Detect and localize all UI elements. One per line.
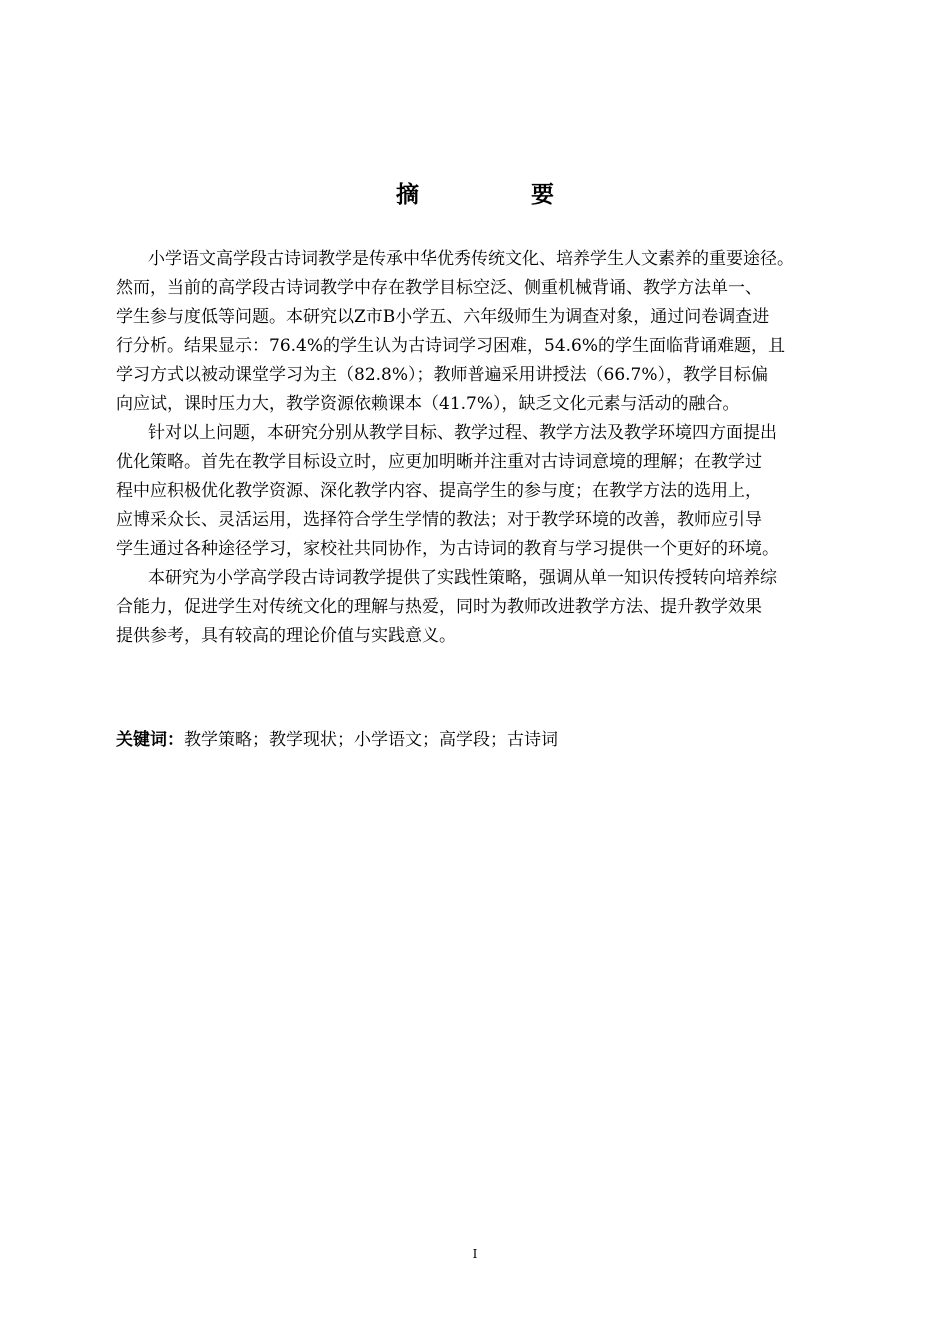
text-line: 小学语文高学段古诗词教学是传承中华优秀传统文化、培养学生人文素养的重要途径。 [148, 249, 794, 269]
text-line: 然而，当前的高学段古诗词教学中存在教学目标空泛、侧重机械背诵、教学方法单一、 [116, 278, 762, 298]
text-line: 行分析。结果显示：76.4%的学生认为古诗词学习困难，54.6%的学生面临背诵难题，且 [116, 336, 786, 356]
text-line: 学生参与度低等问题。本研究以Z市B小学五、六年级师生为调查对象，通过问卷调查进 [116, 307, 770, 327]
text-line: 针对以上问题，本研究分别从教学目标、教学过程、教学方法及教学环境四方面提出 [148, 423, 777, 443]
page-number: I [472, 1247, 478, 1261]
keywords-line [116, 726, 558, 755]
abstract-paragraph-3 [116, 564, 876, 651]
abstract-paragraph-2 [116, 419, 876, 564]
text-line: 学生通过各种途径学习，家校社共同协作，为古诗词的教育与学习提供一个更好的环境。 [116, 539, 779, 559]
text-line: 合能力，促进学生对传统文化的理解与热爱，同时为教师改进教学方法、提升教学效果 [116, 597, 762, 617]
keywords-text: 教学策略；教学现状；小学语文；高学段；古诗词 [184, 730, 558, 750]
text-line: 应博采众长、灵活运用，选择符合学生学情的教法；对于教学环境的改善，教师应引导 [116, 510, 762, 530]
abstract-title: 摘 要 [395, 182, 606, 208]
text-line: 提供参考，具有较高的理论价值与实践意义。 [116, 626, 456, 646]
text-line: 优化策略。首先在教学目标设立时，应更加明晰并注重对古诗词意境的理解；在教学过 [116, 452, 762, 472]
abstract-paragraph-1 [116, 245, 876, 419]
keywords-label: 关键词： [116, 730, 184, 750]
abstract-body [116, 245, 876, 651]
text-line: 向应试，课时压力大，教学资源依赖课本（41.7%），缺乏文化元素与活动的融合。 [116, 394, 740, 414]
text-line: 学习方式以被动课堂学习为主（82.8%）；教师普遍采用讲授法（66.7%），教学目标偏 [116, 365, 769, 385]
text-line: 本研究为小学高学段古诗词教学提供了实践性策略，强调从单一知识传授转向培养综 [148, 568, 777, 588]
text-line: 程中应积极优化教学资源、深化教学内容、提高学生的参与度；在教学方法的选用上， [116, 481, 762, 501]
